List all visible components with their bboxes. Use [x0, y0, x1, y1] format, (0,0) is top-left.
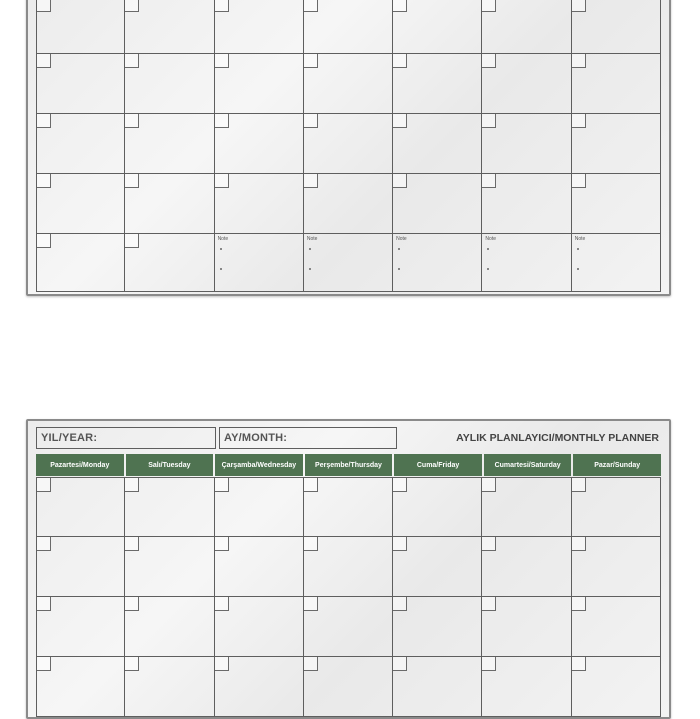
day-cell [572, 234, 661, 292]
weekday-header-row [36, 454, 661, 476]
date-box [37, 174, 51, 188]
date-box [125, 597, 139, 611]
day-cell [482, 657, 571, 717]
weekday-saturday: Cumartesi/Saturday [484, 454, 572, 476]
planner-board-bottom [26, 419, 671, 719]
day-cell [304, 234, 393, 292]
date-box [37, 537, 51, 551]
date-box [304, 0, 318, 12]
date-box [37, 54, 51, 68]
note-bullet [220, 268, 222, 270]
day-cell [304, 54, 393, 114]
day-cell [215, 537, 304, 597]
day-cell [393, 477, 482, 537]
date-box [215, 114, 229, 128]
day-cell [125, 657, 214, 717]
weekday-monday: Pazartesi/Monday [36, 454, 124, 476]
day-cell [125, 477, 214, 537]
day-cell [572, 54, 661, 114]
day-cell [393, 234, 482, 292]
date-box [37, 597, 51, 611]
day-cell [36, 114, 125, 174]
note-bullet [577, 248, 579, 250]
weekday-friday: Cuma/Friday [394, 454, 482, 476]
day-cell [215, 174, 304, 234]
date-box [482, 114, 496, 128]
weekday-wednesday: Çarşamba/Wednesday [215, 454, 303, 476]
day-cell [572, 537, 661, 597]
note-label: Note [485, 236, 496, 242]
date-box [572, 174, 586, 188]
date-box [37, 478, 51, 492]
day-cell [36, 657, 125, 717]
date-box [37, 234, 51, 248]
day-cell [572, 0, 661, 54]
day-cell [36, 477, 125, 537]
date-box [393, 54, 407, 68]
day-cell [393, 0, 482, 54]
year-field: YIL/YEAR: [36, 427, 216, 449]
day-cell [215, 234, 304, 292]
day-cell [215, 597, 304, 657]
date-box [125, 114, 139, 128]
day-cell [36, 597, 125, 657]
date-box [304, 114, 318, 128]
day-cell [125, 0, 214, 54]
day-cell [304, 0, 393, 54]
date-box [215, 174, 229, 188]
date-box [482, 597, 496, 611]
date-box [572, 597, 586, 611]
date-box [393, 657, 407, 671]
note-label: Note [217, 236, 229, 242]
calendar-grid-top [36, 0, 661, 292]
day-cell [572, 114, 661, 174]
date-box [215, 657, 229, 671]
day-cell [36, 54, 125, 114]
day-cell [393, 174, 482, 234]
day-cell [393, 597, 482, 657]
date-box [482, 478, 496, 492]
date-box [125, 54, 139, 68]
date-box [572, 657, 586, 671]
date-box [393, 174, 407, 188]
day-cell [482, 477, 571, 537]
date-box [37, 0, 51, 12]
note-bullet [309, 248, 311, 250]
date-box [572, 537, 586, 551]
date-box [572, 478, 586, 492]
day-cell [125, 234, 214, 292]
date-box [393, 0, 407, 12]
date-box [393, 537, 407, 551]
date-box [215, 597, 229, 611]
day-cell [304, 537, 393, 597]
date-box [482, 54, 496, 68]
date-box [393, 478, 407, 492]
date-box [37, 657, 51, 671]
day-cell [36, 537, 125, 597]
day-cell [393, 54, 482, 114]
note-bullet [220, 248, 222, 250]
date-box [125, 0, 139, 12]
day-cell [304, 114, 393, 174]
date-box [37, 114, 51, 128]
date-box [572, 0, 586, 12]
planner-header [36, 427, 661, 449]
day-cell [572, 477, 661, 537]
date-box [304, 657, 318, 671]
day-cell [215, 0, 304, 54]
planner-board-top [26, 0, 671, 296]
day-cell [125, 597, 214, 657]
date-box [125, 478, 139, 492]
day-cell [304, 657, 393, 717]
day-cell [125, 54, 214, 114]
day-cell [482, 174, 571, 234]
day-cell [125, 114, 214, 174]
date-box [393, 597, 407, 611]
day-cell [482, 537, 571, 597]
note-label: Note [396, 236, 407, 242]
note-bullet [487, 268, 489, 270]
date-box [304, 54, 318, 68]
date-box [482, 657, 496, 671]
date-box [572, 54, 586, 68]
date-box [304, 174, 318, 188]
note-label: Note [574, 236, 586, 242]
weekday-thursday: Perşembe/Thursday [305, 454, 393, 476]
date-box [482, 537, 496, 551]
date-box [215, 54, 229, 68]
day-cell [304, 174, 393, 234]
day-cell [482, 234, 571, 292]
day-cell [572, 657, 661, 717]
day-cell [482, 114, 571, 174]
note-bullet [309, 268, 311, 270]
date-box [482, 0, 496, 12]
calendar-grid-bottom [36, 477, 661, 717]
day-cell [36, 0, 125, 54]
day-cell [215, 54, 304, 114]
date-box [304, 478, 318, 492]
day-cell [125, 174, 214, 234]
date-box [215, 478, 229, 492]
date-box [393, 114, 407, 128]
date-box [215, 537, 229, 551]
date-box [125, 537, 139, 551]
day-cell [215, 657, 304, 717]
day-cell [482, 54, 571, 114]
note-bullet [398, 268, 400, 270]
note-bullet [577, 268, 579, 270]
day-cell [393, 114, 482, 174]
date-box [125, 234, 139, 248]
date-box [304, 537, 318, 551]
day-cell [304, 477, 393, 537]
date-box [572, 114, 586, 128]
date-box [125, 174, 139, 188]
date-box [304, 597, 318, 611]
day-cell [393, 537, 482, 597]
day-cell [304, 597, 393, 657]
month-field: AY/MONTH: [219, 427, 397, 449]
day-cell [482, 597, 571, 657]
day-cell [393, 657, 482, 717]
note-bullet [398, 248, 400, 250]
weekday-sunday: Pazar/Sunday [573, 454, 661, 476]
weekday-tuesday: Salı/Tuesday [126, 454, 214, 476]
note-bullet [487, 248, 489, 250]
day-cell [36, 234, 125, 292]
day-cell [215, 114, 304, 174]
day-cell [572, 174, 661, 234]
date-box [215, 0, 229, 12]
day-cell [482, 0, 571, 54]
note-label: Note [306, 236, 318, 242]
date-box [125, 657, 139, 671]
day-cell [125, 537, 214, 597]
date-box [482, 174, 496, 188]
day-cell [215, 477, 304, 537]
day-cell [572, 597, 661, 657]
day-cell [36, 174, 125, 234]
planner-title: AYLIK PLANLAYICI/MONTHLY PLANNER [456, 432, 659, 444]
